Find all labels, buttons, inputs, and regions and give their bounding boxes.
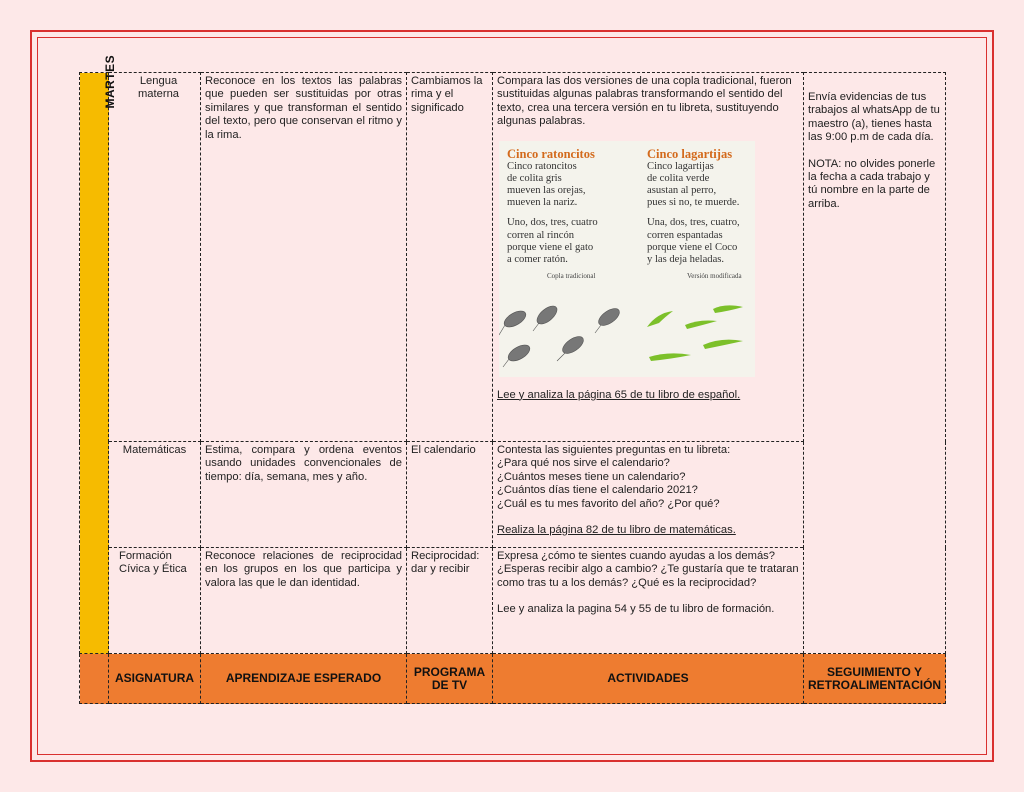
tv-program-text: El calendario — [411, 444, 476, 456]
followup-text: Envía evidencias de tus trabajos al whatsApp de tu maestro (a), tienes hasta las 9:00 p.m de cada día. — [808, 91, 940, 144]
header-activities: ACTIVIDADES — [493, 654, 804, 704]
expected-learning-text: Reconoce relaciones de reciprocidad en los grupos en los que participa y valora las que le dan identidad. — [205, 550, 402, 589]
poem-right-title: Cinco lagartijas — [647, 146, 733, 161]
poem-line: pues si no, te muerde. — [647, 197, 740, 209]
poem-line: mueven la nariz. — [507, 197, 578, 209]
expected-learning-cell — [201, 73, 407, 442]
poem-line: porque viene el gato — [507, 241, 594, 253]
tv-program-cell — [407, 548, 493, 654]
poem-left-source: Copla tradicional — [547, 272, 596, 281]
header-row — [80, 654, 946, 704]
poem-line: porque viene el Coco — [647, 241, 738, 253]
poem-line: de colita verde — [647, 172, 710, 184]
tv-program-cell — [407, 73, 493, 442]
expected-learning-text: Estima, compara y ordena eventos usando unidades convencionales de tiempo: día, semana, mes y año. — [205, 444, 402, 483]
activity-line: ¿Cuál es tu mes favorito del año? ¿Por qué? — [497, 497, 720, 510]
poem-image — [499, 141, 755, 377]
poem-right-source: Versión modificada — [687, 272, 742, 281]
header-expected: APRENDIZAJE ESPERADO — [201, 654, 407, 704]
poem-line: y las deja heladas. — [647, 254, 725, 266]
subject-label: Matemáticas — [122, 444, 187, 456]
animals-illustration — [499, 301, 755, 377]
activity-text: Expresa ¿cómo te sientes cuando ayudas a los demás? ¿Esperas recibir algo a cambio? ¿Te gustaría que te trataran como tras tu a los demás? ¿Qué es la reciprocidad? — [497, 550, 799, 589]
poem-line: Uno, dos, tres, cuatro — [507, 217, 598, 229]
poem-line: mueven las orejas, — [507, 185, 586, 197]
activity-line: ¿Cuántos meses tiene un calendario? — [497, 470, 686, 483]
followup-cell — [804, 73, 946, 654]
book-page-text: Lee y analiza la pagina 54 y 55 de tu libro de formación. — [497, 603, 775, 616]
table-row — [80, 73, 946, 442]
header-subject: ASIGNATURA — [109, 654, 201, 704]
mice-illustration — [499, 302, 622, 366]
poem-left — [507, 147, 627, 282]
tv-program-cell — [407, 442, 493, 548]
expected-learning-cell — [201, 548, 407, 654]
activity-line: Contesta las siguientes preguntas en tu libreta: — [497, 444, 731, 456]
poem-line: Una, dos, tres, cuatro, — [647, 217, 740, 229]
activity-line: ¿Para qué nos sirve el calendario? — [497, 457, 670, 470]
subject-cell — [109, 548, 201, 654]
activities-cell — [493, 442, 804, 548]
header-tv: PROGRAMA DE TV — [407, 654, 493, 704]
poem-line: asustan al perro, — [647, 185, 717, 197]
followup-note: NOTA: no olvides ponerle la fecha a cada trabajo y tú nombre en la parte de arriba. — [808, 157, 936, 210]
poem-line: Cinco ratoncitos — [507, 160, 577, 172]
day-label: MARTES — [103, 54, 118, 109]
tv-program-text: Cambiamos la rima y el significado — [411, 75, 483, 114]
subject-label: Formación Cívica y Ética — [119, 550, 187, 576]
header-followup: SEGUIMIENTO Y RETROALIMENTACIÓN — [804, 654, 946, 704]
poem-line: corren al rincón — [507, 229, 575, 241]
day-band — [80, 54, 118, 654]
poem-right — [647, 147, 755, 282]
subject-cell — [109, 73, 201, 442]
book-page-link[interactable]: Realiza la página 82 de tu libro de matemáticas. — [497, 524, 736, 537]
lizards-illustration — [647, 305, 743, 361]
subject-label: Lengua materna — [137, 75, 180, 101]
activities-cell — [493, 73, 804, 442]
poem-left-title: Cinco ratoncitos — [507, 146, 595, 161]
poem-line: corren espantadas — [647, 229, 723, 241]
activities-cell — [493, 548, 804, 654]
expected-learning-text: Reconoce en los textos las palabras que pueden ser sustituidas por otras similares y que transforman el sentido del texto, pero que conservan el ritmo y la rima. — [205, 75, 402, 141]
subject-cell — [109, 442, 201, 548]
poem-line: de colita gris — [507, 172, 562, 184]
poem-line: Cinco lagartijas — [647, 160, 714, 172]
lesson-plan-table — [79, 54, 946, 704]
tv-program-text: Reciprocidad: dar y recibir — [411, 550, 480, 576]
book-page-link[interactable]: Lee y analiza la página 65 de tu libro de español. — [497, 388, 741, 401]
poem-line: a comer ratón. — [507, 254, 568, 266]
activity-line: ¿Cuántos días tiene el calendario 2021? — [497, 484, 698, 497]
expected-learning-cell — [201, 442, 407, 548]
activity-text: Compara las dos versiones de una copla tradicional, fueron sustituidas algunas palabras transformando el sentido del texto, crea una tercera versión en tu libreta, sustituyendo algunas palabras. — [497, 75, 792, 128]
